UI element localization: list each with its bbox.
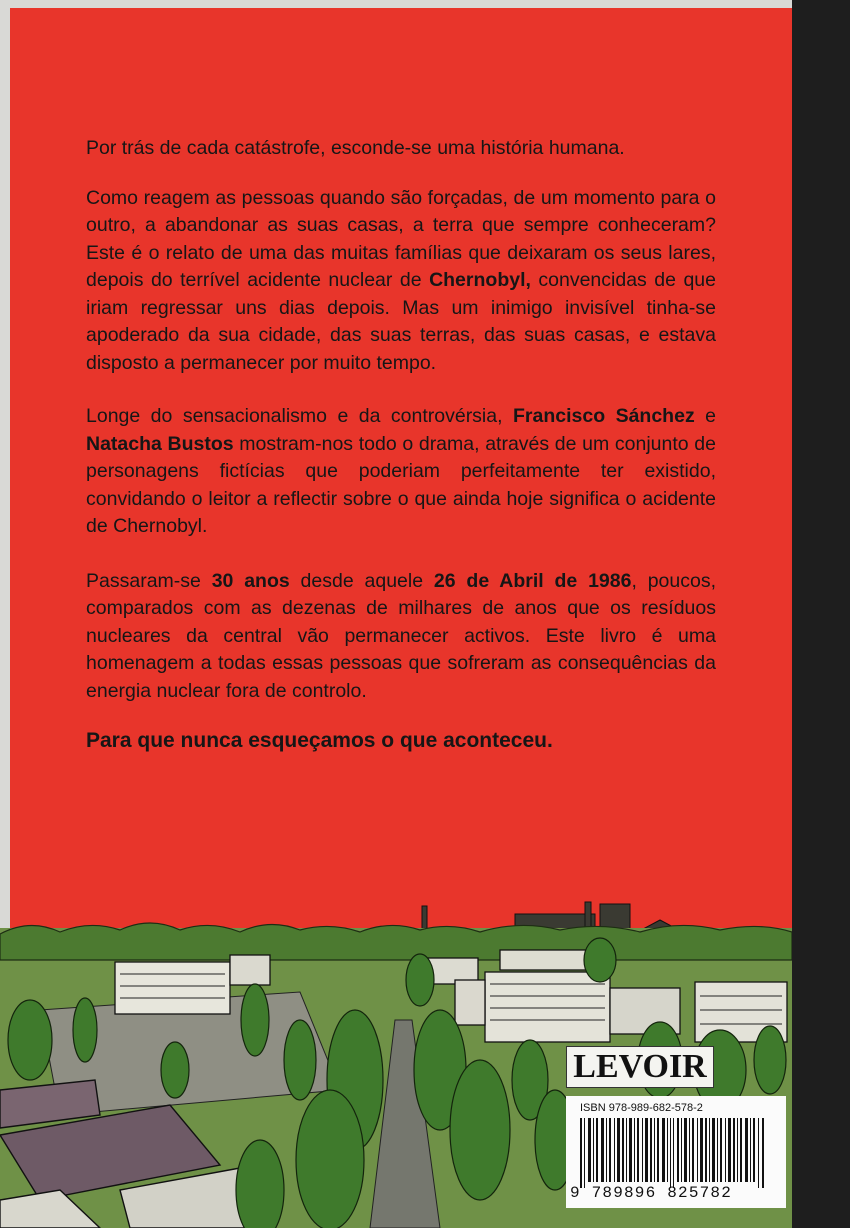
blurb-paragraph-evacuation: Como reagem as pessoas quando são forçadas, de um momento para o outro, a abandonar as suas casas, a terra que sempre conheceram? Este é o relato de uma das muitas famílias que deixaram os seus lares, depois do terrível acidente nuclear de Chernobyl, convencidas de que iriam regressar uns dias depois. Mas um inimigo invisível tinha-se apoderado da sua cidade, das suas terras, das suas casas, e estava disposto a permanecer por muito tempo. <box>86 186 716 374</box>
chernobyl-bold: Chernobyl, <box>429 269 531 291</box>
blurb-closing-line: Para que nunca esqueçamos o que aconteceu. <box>86 729 553 752</box>
blurb-intro: Por trás de cada catástrofe, esconde-se uma história humana. <box>86 137 625 159</box>
isbn-label: ISBN 978-989-682-578-2 <box>580 1102 703 1114</box>
years-bold: 30 anos <box>211 569 290 592</box>
back-cover-blurb <box>86 135 716 755</box>
book-spine <box>792 0 850 1228</box>
blurb-paragraph-authors: Longe do sensacionalismo e da controvérsia, Francisco Sánchez e Natacha Bustos mostram-nos todo o drama, através de um conjunto de personagens fictícias que poderiam perfeitamente ter existido, convidando o leitor a reflectir sobre o que ainda hoje significa o acidente de Chernobyl. <box>86 405 717 537</box>
author-natacha: Natacha Bustos <box>86 432 234 455</box>
date-bold: 26 de Abril de 1986 <box>433 569 632 592</box>
barcode-digits: 9 789896 825782 <box>570 1184 733 1202</box>
blurb-paragraph-anniversary: Passaram-se 30 anos desde aquele 26 de Abril de 1986, poucos, comparados com as dezenas de milhares de anos que os resíduos nucleares da central vão permanecer activos. Este livro é uma homenagem a todas essas pessoas que sofreram as consequências da energia nuclear fora de controlo. <box>86 569 716 702</box>
publisher-name: LEVOIR <box>573 1048 707 1085</box>
publisher-logo <box>566 1046 714 1088</box>
author-francisco: Francisco Sánchez <box>513 405 695 427</box>
isbn-barcode <box>566 1096 786 1208</box>
